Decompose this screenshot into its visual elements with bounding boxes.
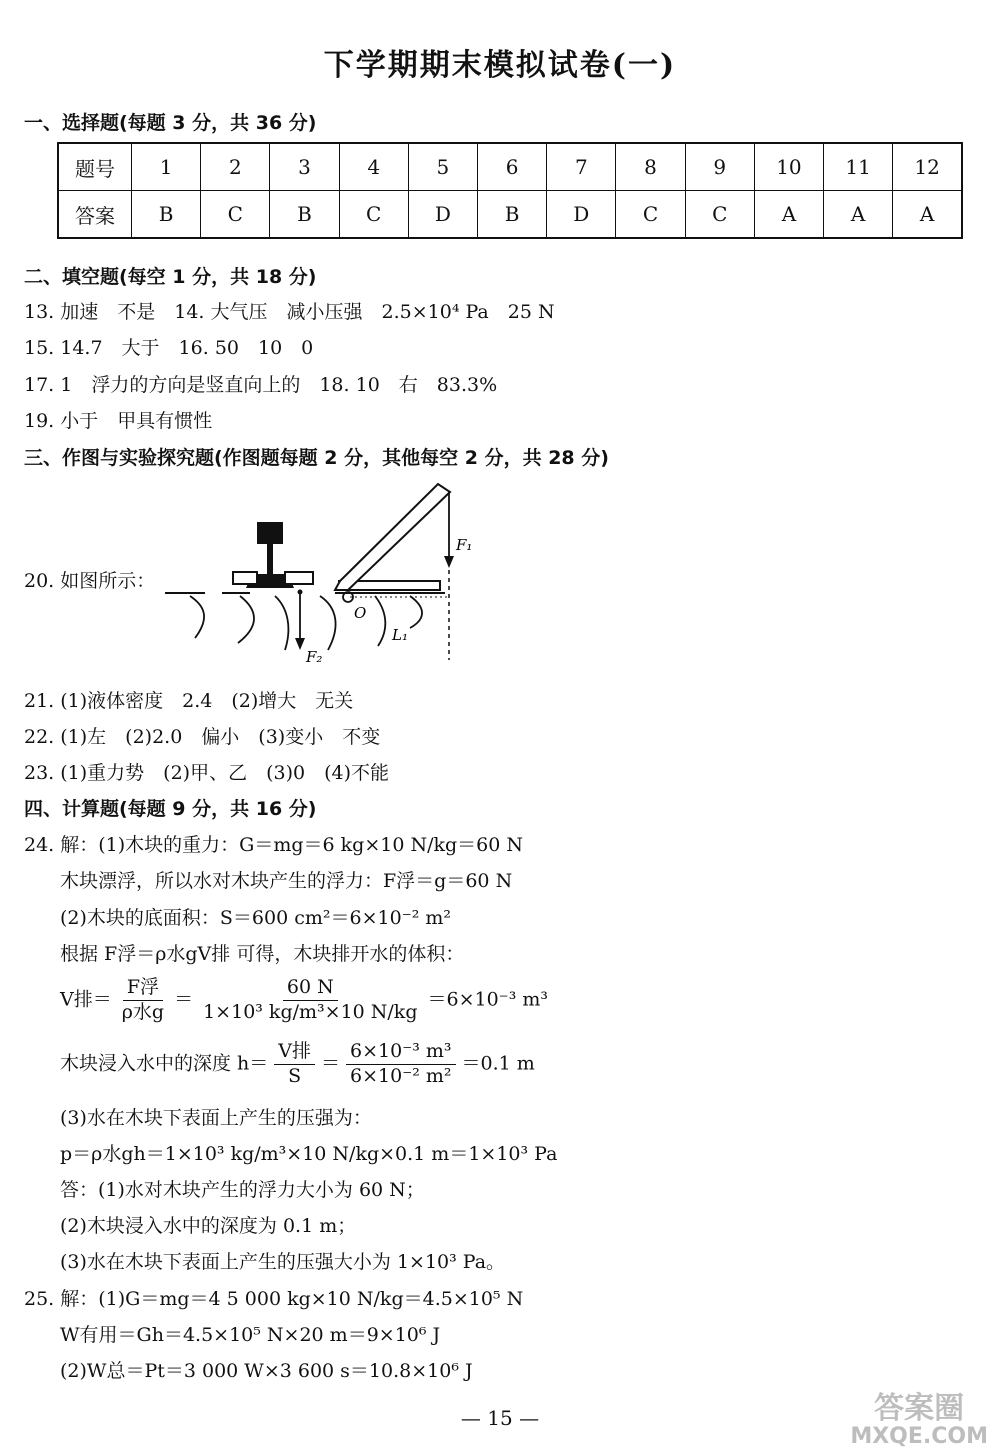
table-cell: C	[201, 191, 270, 239]
formula-equals: ＝	[174, 988, 194, 1011]
fraction-numerator: 60 N	[283, 976, 338, 1001]
table-cell: 11	[824, 143, 893, 191]
page-number: — 15 —	[460, 1406, 540, 1430]
answer-line-24-3: (2)木块的底面积：S＝600 cm²＝6×10⁻² m²	[60, 907, 452, 929]
fraction-numerator: F浮	[123, 976, 163, 1001]
answer-line-24-8: p＝ρ水gh＝1×10³ kg/m³×10 N/kg×0.1 m＝1×10³ Pa	[60, 1143, 558, 1165]
table-cell: 2	[201, 143, 270, 191]
fraction-numerator: V排	[274, 1040, 315, 1065]
fraction	[118, 976, 168, 1025]
table-cell: B	[132, 191, 201, 239]
formula-lhs: V排＝	[60, 988, 112, 1011]
row-label-answer: 答案	[58, 191, 132, 239]
formula-depth	[60, 1040, 535, 1089]
answer-line-25-2: W有用＝Gh＝4.5×10⁵ N×20 m＝9×10⁶ J	[60, 1324, 441, 1346]
table-cell: 9	[685, 143, 754, 191]
table-cell: 12	[893, 143, 962, 191]
answer-line-15: 15. 14.7 大于 16. 50 10 0	[24, 337, 314, 359]
formula-rhs: ＝6×10⁻³ m³	[427, 988, 548, 1011]
lever-diagram	[160, 478, 473, 678]
answer-line-22: 22. (1)左 (2)2.0 偏小 (3)变小 不变	[24, 726, 381, 748]
answer-line-13: 13. 加速 不是 14. 大气压 减小压强 2.5×10⁴ Pa 25 N	[24, 301, 555, 323]
table-cell: C	[685, 191, 754, 239]
fraction-denominator: 1×10³ kg/m³×10 N/kg	[203, 1000, 418, 1023]
table-cell: D	[547, 191, 616, 239]
answer-table	[57, 142, 963, 239]
table-cell: B	[270, 191, 339, 239]
table-cell: 10	[754, 143, 823, 191]
section3-heading: 三、作图与实验探究题(作图题每题 2 分，其他每空 2 分，共 28 分)	[24, 447, 609, 469]
section1-heading: 一、选择题(每题 3 分，共 36 分)	[24, 112, 317, 134]
fraction-numerator: 6×10⁻³ m³	[346, 1040, 456, 1065]
fraction-denominator: ρ水g	[121, 1000, 165, 1023]
watermark-logo	[850, 1392, 988, 1449]
fraction	[199, 976, 421, 1025]
table-cell: C	[339, 191, 408, 239]
table-cell: 6	[478, 143, 547, 191]
table-cell: B	[478, 191, 547, 239]
answer-line-21: 21. (1)液体密度 2.4 (2)增大 无关	[24, 690, 354, 712]
page-title: 下学期期末模拟试卷(一)	[323, 48, 677, 83]
fraction-denominator: 6×10⁻² m²	[350, 1064, 452, 1087]
answer-line-25-3: (2)W总＝Pt＝3 000 W×3 600 s＝10.8×10⁶ J	[60, 1360, 473, 1382]
answer-line-24-11: (3)水在木块下表面上产生的压强大小为 1×10³ Pa。	[60, 1251, 506, 1273]
table-cell: A	[824, 191, 893, 239]
label-f1: F₁	[456, 536, 473, 554]
fraction	[274, 1040, 315, 1089]
answer-line-25-1: 25. 解：(1)G＝mg＝4 5 000 kg×10 N/kg＝4.5×10⁵ N	[24, 1288, 524, 1310]
table-row-answers	[58, 191, 962, 239]
answer-line-20: 20. 如图所示：	[24, 570, 156, 592]
answer-line-24-2: 木块漂浮，所以水对木块产生的浮力：F浮＝g＝60 N	[60, 870, 513, 892]
table-cell: A	[754, 191, 823, 239]
label-o: O	[354, 604, 367, 622]
formula-lhs: 木块浸入水中的深度 h＝	[60, 1052, 269, 1075]
formula-equals: ＝	[321, 1052, 341, 1075]
formula-displaced-volume	[60, 976, 548, 1025]
fraction-denominator: S	[288, 1064, 302, 1087]
fraction	[346, 1040, 456, 1089]
table-cell: 8	[616, 143, 685, 191]
table-cell: 3	[270, 143, 339, 191]
formula-rhs: ＝0.1 m	[461, 1052, 535, 1075]
answer-line-24-10: (2)木块浸入水中的深度为 0.1 m；	[60, 1215, 357, 1237]
table-cell: A	[893, 191, 962, 239]
label-f2: F₂	[306, 648, 323, 666]
watermark-title: 答案圈	[874, 1391, 965, 1426]
watermark-url: MXQE.COM	[850, 1424, 988, 1449]
section2-heading: 二、填空题(每空 1 分，共 18 分)	[24, 266, 317, 288]
answer-line-23: 23. (1)重力势 (2)甲、乙 (3)0 (4)不能	[24, 762, 389, 784]
answer-line-24-1: 24. 解：(1)木块的重力：G＝mg＝6 kg×10 N/kg＝60 N	[24, 834, 524, 856]
label-l1: L₁	[392, 626, 408, 644]
table-row-numbers	[58, 143, 962, 191]
table-cell: 5	[408, 143, 477, 191]
row-label-number: 题号	[58, 143, 132, 191]
answer-line-24-9: 答：(1)水对木块产生的浮力大小为 60 N；	[60, 1179, 425, 1201]
table-cell: 1	[132, 143, 201, 191]
answer-line-24-7: (3)水在木块下表面上产生的压强为：	[60, 1107, 372, 1129]
section4-heading: 四、计算题(每题 9 分，共 16 分)	[24, 798, 317, 820]
table-cell: D	[408, 191, 477, 239]
answer-line-19: 19. 小于 甲具有惯性	[24, 410, 213, 432]
table-cell: 7	[547, 143, 616, 191]
table-cell: 4	[339, 143, 408, 191]
answer-line-24-4: 根据 F浮＝ρ水gV排 可得，木块排开水的体积：	[60, 943, 465, 965]
answer-line-17: 17. 1 浮力的方向是竖直向上的 18. 10 右 83.3%	[24, 374, 498, 396]
table-cell: C	[616, 191, 685, 239]
